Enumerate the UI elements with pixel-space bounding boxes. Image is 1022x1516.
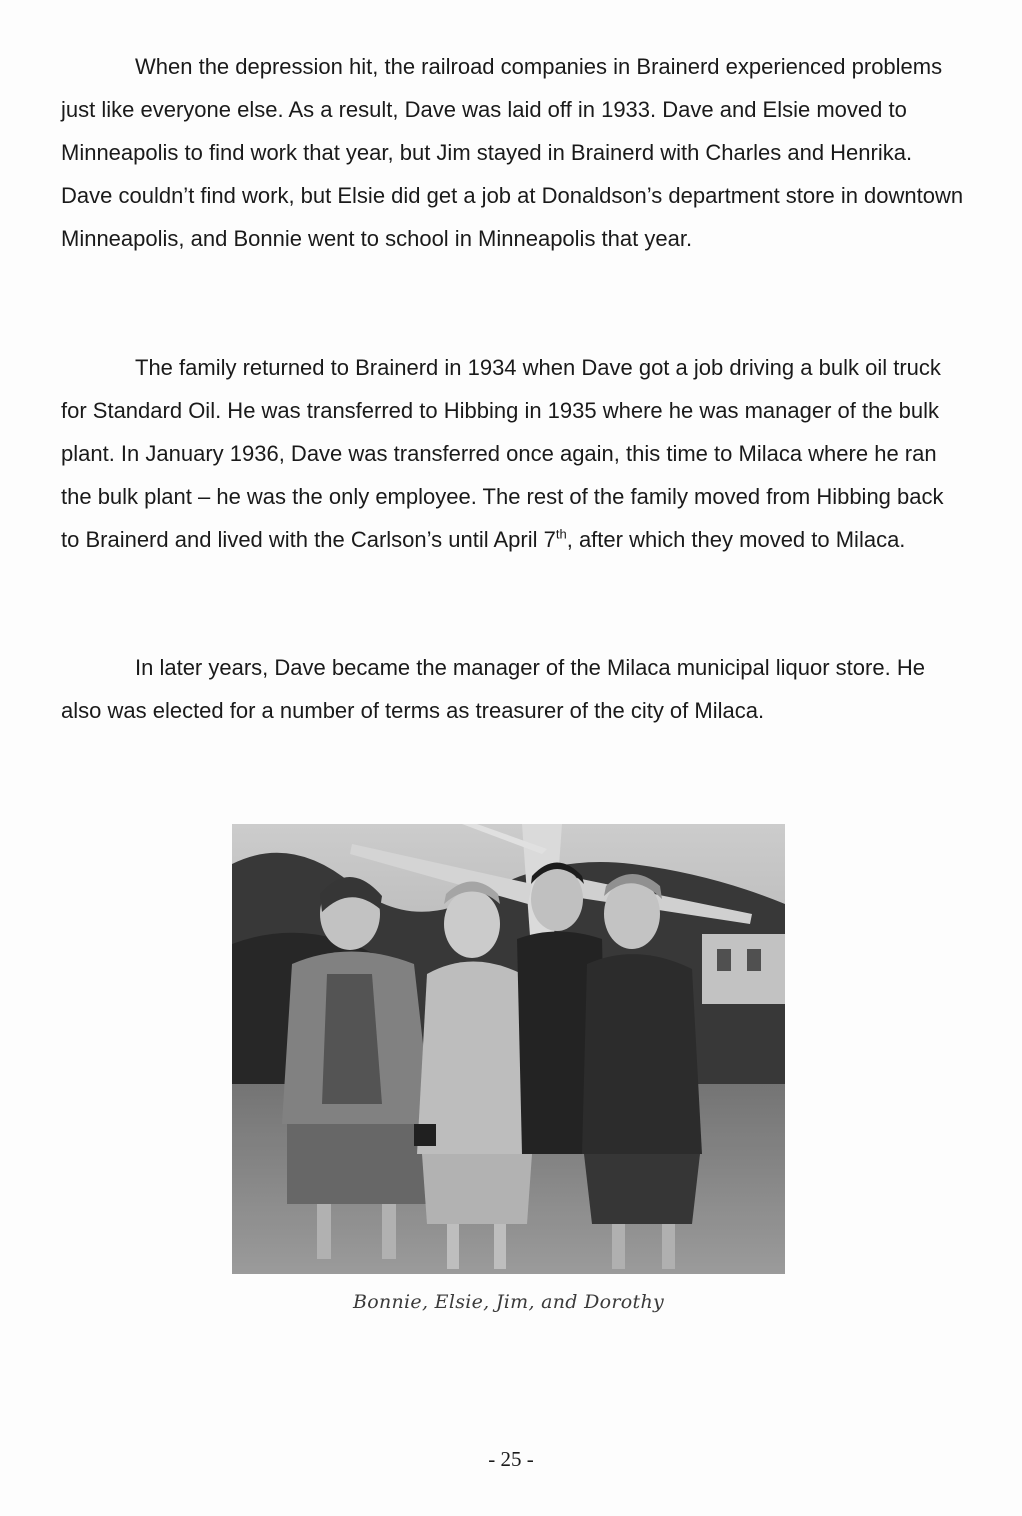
paragraph-family-return: [61, 346, 966, 561]
paragraph-depression: When the depression hit, the railroad companies in Brainerd experienced problems just like everyone else. As a result, Dave was laid off in 1933. Dave and Elsie moved to Minneapolis to find work that year, but Jim stayed in Brainerd with Charles and Henrika. Dave couldn’t find work, but Elsie did get a job at Donaldson’s department store in downtown Minneapolis, and Bonnie went to school in Minneapolis that year.: [61, 54, 964, 251]
paragraph-text: The family returned to Brainerd in 1934 when Dave got a job driving a bulk oil truck for Standard Oil. He was transferred to Hibbing in 1935 where he was manager of the bulk plant. In January 1936, Dave was transferred once again, this time to Milaca where he ran the bulk plant – he was the only employee. The rest of the family moved from Hibbing back to Brainerd and lived with the Carlson’s until April 7: [61, 355, 944, 552]
superscript-ordinal: th: [555, 526, 567, 542]
photo-caption: Bonnie, Elsie, Jim, and Dorothy: [352, 1291, 665, 1313]
family-photo: [232, 824, 785, 1274]
paragraph-text-end: , after which they moved to Milaca.: [566, 527, 906, 552]
paragraph-later-years: In later years, Dave became the manager of the Milaca municipal liquor store. He also was elected for a number of terms as treasurer of the city of Milaca.: [61, 655, 925, 723]
page-number: - 25 -: [488, 1447, 534, 1471]
family-photo-illustration: [232, 824, 785, 1274]
